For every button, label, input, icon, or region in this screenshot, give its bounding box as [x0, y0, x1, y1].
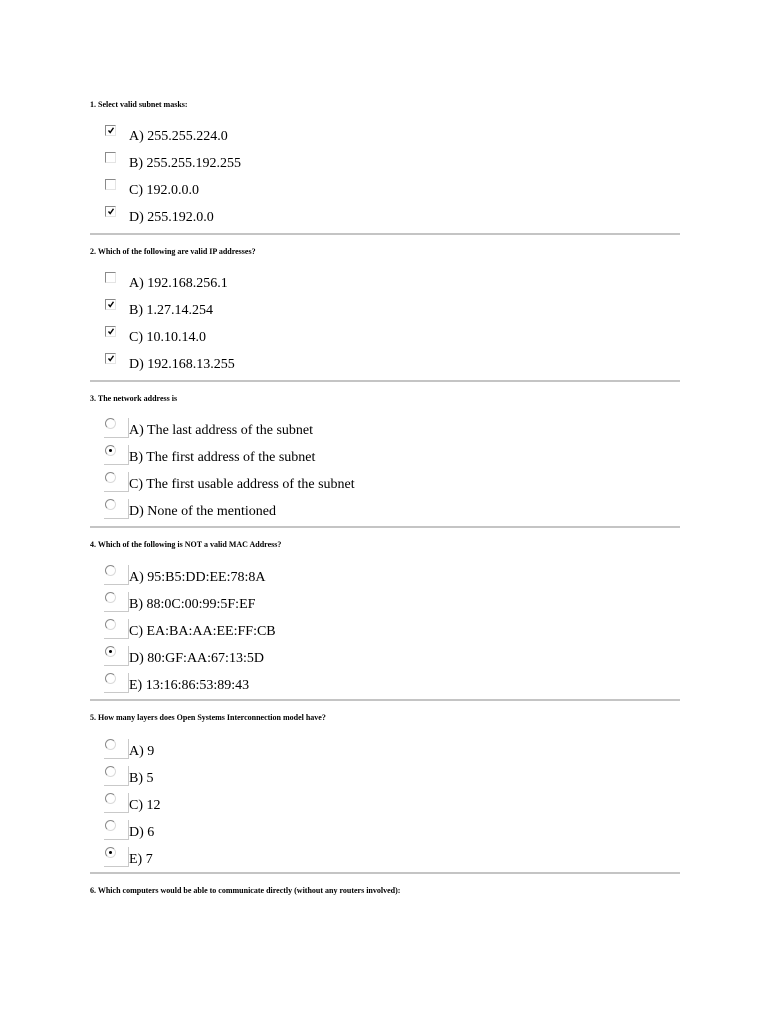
option-label: B) 5: [129, 771, 154, 786]
radio-cell: [104, 499, 129, 519]
question-3-option-c[interactable]: [90, 475, 650, 499]
radio-button[interactable]: [105, 847, 116, 858]
question-4-option-e[interactable]: [90, 676, 650, 700]
radio-cell: [104, 739, 129, 759]
checkbox[interactable]: [105, 125, 116, 136]
radio-button[interactable]: [105, 766, 116, 777]
option-label: A) 192.168.256.1: [129, 276, 228, 291]
radio-cell: [104, 445, 129, 465]
option-label: D) 255.192.0.0: [129, 210, 214, 225]
checkbox[interactable]: [105, 299, 116, 310]
question-3-title: 3. The network address is: [90, 394, 178, 403]
question-5-option-b[interactable]: [90, 769, 650, 793]
question-3-option-b[interactable]: [90, 448, 650, 472]
checkbox[interactable]: [105, 179, 116, 190]
radio-cell: [104, 847, 129, 867]
radio-cell: [104, 673, 129, 693]
checkmark-icon: [108, 127, 114, 134]
option-label: D) 80:GF:AA:67:13:5D: [129, 651, 264, 666]
option-label: C) 12: [129, 798, 161, 813]
radio-selected-dot: [109, 449, 112, 452]
question-4-option-b[interactable]: [90, 595, 650, 619]
question-3-option-a[interactable]: [90, 421, 650, 445]
radio-cell: [104, 592, 129, 612]
option-label: B) 88:0C:00:99:5F:EF: [129, 597, 256, 612]
option-label: D) 6: [129, 825, 155, 840]
option-label: D) None of the mentioned: [129, 504, 276, 519]
option-label: A) 9: [129, 744, 155, 759]
divider: [90, 699, 680, 701]
radio-button[interactable]: [105, 565, 116, 576]
question-6-title: 6. Which computers would be able to communicate directly (without any routers involved):: [90, 886, 401, 895]
question-4-title: 4. Which of the following is NOT a valid MAC Address?: [90, 540, 282, 549]
radio-button[interactable]: [105, 820, 116, 831]
radio-cell: [104, 820, 129, 840]
question-3-option-d[interactable]: [90, 502, 650, 526]
question-1-option-b[interactable]: [90, 154, 650, 178]
question-4-option-d[interactable]: [90, 649, 650, 673]
option-label: A) 95:B5:DD:EE:78:8A: [129, 570, 266, 585]
radio-selected-dot: [109, 650, 112, 653]
radio-cell: [104, 793, 129, 813]
radio-cell: [104, 766, 129, 786]
option-label: A) 255.255.224.0: [129, 129, 228, 144]
question-1-title: 1. Select valid subnet masks:: [90, 100, 188, 109]
checkmark-icon: [108, 355, 114, 362]
question-5-option-a[interactable]: [90, 742, 650, 766]
question-1-option-d[interactable]: [90, 208, 650, 232]
radio-cell: [104, 646, 129, 666]
checkbox[interactable]: [105, 272, 116, 283]
checkmark-icon: [108, 208, 114, 215]
option-label: E) 13:16:86:53:89:43: [129, 678, 250, 693]
radio-button[interactable]: [105, 592, 116, 603]
option-label: E) 7: [129, 852, 153, 867]
divider: [90, 380, 680, 382]
radio-button[interactable]: [105, 619, 116, 630]
radio-button[interactable]: [105, 472, 116, 483]
divider: [90, 872, 680, 874]
radio-cell: [104, 418, 129, 438]
divider: [90, 526, 680, 528]
option-label: C) 10.10.14.0: [129, 330, 206, 345]
radio-cell: [104, 619, 129, 639]
checkbox[interactable]: [105, 353, 116, 364]
radio-button[interactable]: [105, 793, 116, 804]
option-label: D) 192.168.13.255: [129, 357, 235, 372]
question-1-option-a[interactable]: [90, 127, 650, 151]
option-label: B) 255.255.192.255: [129, 156, 241, 171]
radio-selected-dot: [109, 851, 112, 854]
checkmark-icon: [108, 301, 114, 308]
question-2-option-c[interactable]: [90, 328, 650, 352]
radio-button[interactable]: [105, 646, 116, 657]
radio-button[interactable]: [105, 673, 116, 684]
checkbox[interactable]: [105, 152, 116, 163]
option-label: A) The last address of the subnet: [129, 423, 314, 438]
question-2-option-d[interactable]: [90, 355, 650, 379]
radio-cell: [104, 472, 129, 492]
option-label: B) 1.27.14.254: [129, 303, 213, 318]
question-2-option-a[interactable]: [90, 274, 650, 298]
radio-button[interactable]: [105, 499, 116, 510]
option-label: C) The first usable address of the subnet: [129, 477, 355, 492]
radio-button[interactable]: [105, 739, 116, 750]
option-label: C) 192.0.0.0: [129, 183, 199, 198]
checkbox[interactable]: [105, 326, 116, 337]
divider: [90, 233, 680, 235]
radio-button[interactable]: [105, 418, 116, 429]
question-4-option-a[interactable]: [90, 568, 650, 592]
checkmark-icon: [108, 328, 114, 335]
question-2-title: 2. Which of the following are valid IP addresses?: [90, 247, 256, 256]
question-5-title: 5. How many layers does Open Systems Interconnection model have?: [90, 713, 326, 722]
question-4-option-c[interactable]: [90, 622, 650, 646]
question-2-option-b[interactable]: [90, 301, 650, 325]
radio-button[interactable]: [105, 445, 116, 456]
radio-cell: [104, 565, 129, 585]
question-5-option-e[interactable]: [90, 850, 650, 874]
option-label: B) The first address of the subnet: [129, 450, 316, 465]
question-5-option-c[interactable]: [90, 796, 650, 820]
question-5-option-d[interactable]: [90, 823, 650, 847]
option-label: C) EA:BA:AA:EE:FF:CB: [129, 624, 276, 639]
checkbox[interactable]: [105, 206, 116, 217]
question-1-option-c[interactable]: [90, 181, 650, 205]
